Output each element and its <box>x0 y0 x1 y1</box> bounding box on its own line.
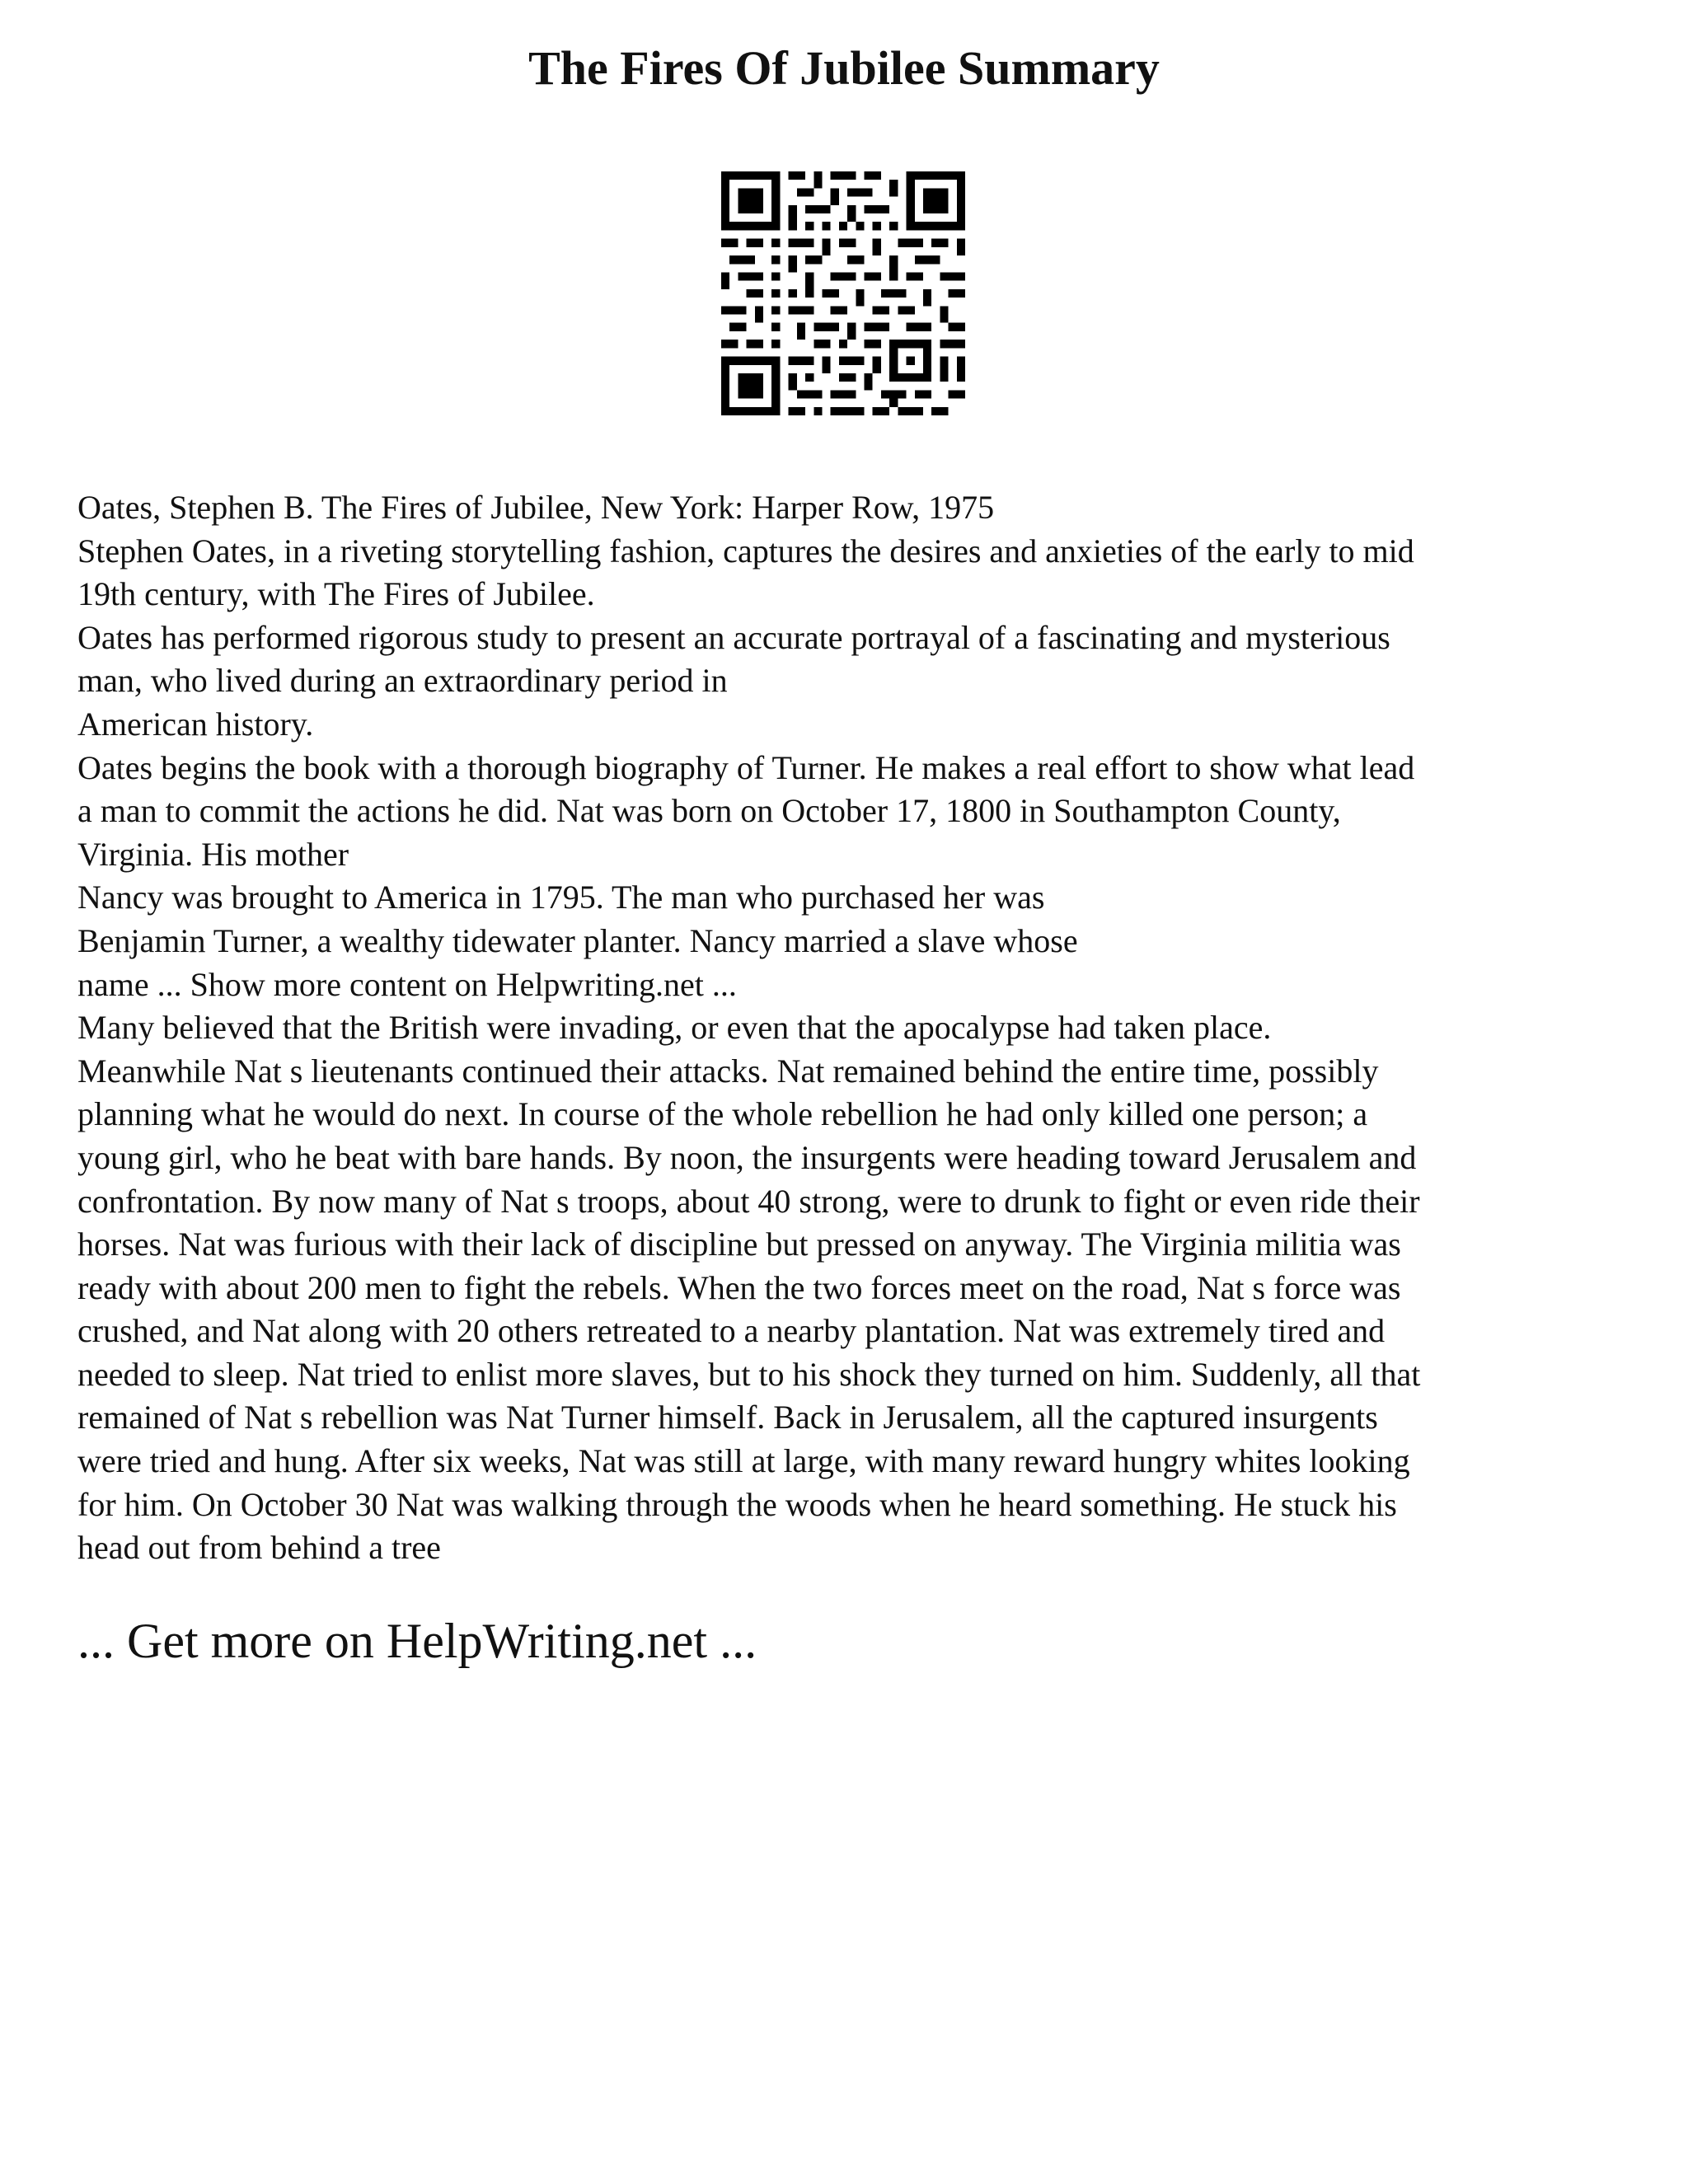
text-line: horses. Nat was furious with their lack of discipline but pressed on anyway. The Virginia militia was <box>77 1226 1401 1263</box>
text-line: Oates has performed rigorous study to present an accurate portrayal of a fascinating and mysterious <box>77 618 1390 656</box>
text-line: head out from behind a tree <box>77 1529 441 1567</box>
text-line: needed to sleep. Nat tried to enlist more slaves, but to his shock they turned on him. Suddenly, all that <box>77 1355 1421 1393</box>
text-line: for him. On October 30 Nat was walking through the woods when he heard something. He stuck his <box>77 1485 1397 1523</box>
text-line: Oates begins the book with a thorough biography of Turner. He makes a real effort to show what lead <box>77 748 1415 786</box>
page-title: The Fires Of Jubilee Summary <box>528 41 1160 95</box>
text-line: planning what he would do next. In course of the whole rebellion he had only killed one person; a <box>77 1095 1368 1133</box>
text-line: Virginia. His mother <box>77 835 349 873</box>
text-line: man, who lived during an extraordinary period in <box>77 662 728 700</box>
text-line: Stephen Oates, in a riveting storytelling fashion, captures the desires and anxieties of the early to mid <box>77 532 1414 569</box>
text-line: remained of Nat s rebellion was Nat Turner himself. Back in Jerusalem, all the captured insurgents <box>77 1399 1378 1436</box>
text-line: confrontation. By now many of Nat s troops, about 40 strong, were to drunk to fight or even ride their <box>77 1182 1420 1220</box>
text-line: young girl, who he beat with bare hands. By noon, the insurgents were heading toward Jerusalem and <box>77 1138 1417 1176</box>
show-more-link[interactable]: name ... Show more content on Helpwriting.net ... <box>77 965 737 1003</box>
text-line: American history. <box>77 705 314 743</box>
text-line: Many believed that the British were invading, or even that the apocalypse had taken place. <box>77 1009 1272 1047</box>
text-line: crushed, and Nat along with 20 others retreated to a nearby plantation. Nat was extremely tired and <box>77 1312 1386 1350</box>
text-line: Meanwhile Nat s lieutenants continued their attacks. Nat remained behind the entire time, possibly <box>77 1052 1379 1090</box>
text-line: 19th century, with The Fires of Jubilee. <box>77 575 595 613</box>
text-line: Nancy was brought to America in 1795. The man who purchased her was <box>77 879 1045 916</box>
text-line: Oates, Stephen B. The Fires of Jubilee, New York: Harper Row, 1975 <box>77 489 995 526</box>
text-line: Benjamin Turner, a wealthy tidewater planter. Nancy married a slave whose <box>77 921 1078 959</box>
text-line: ready with about 200 men to fight the rebels. When the two forces meet on the road, Nat s force was <box>77 1268 1401 1306</box>
text-line: a man to commit the actions he did. Nat was born on October 17, 1800 in Southampton County, <box>77 792 1341 830</box>
qr-code-icon <box>721 171 965 415</box>
get-more-link[interactable]: ... Get more on HelpWriting.net ... <box>77 1614 757 1668</box>
text-line: were tried and hung. After six weeks, Nat was still at large, with many reward hungry whites looking <box>77 1442 1410 1480</box>
summary-body <box>77 486 1627 1570</box>
